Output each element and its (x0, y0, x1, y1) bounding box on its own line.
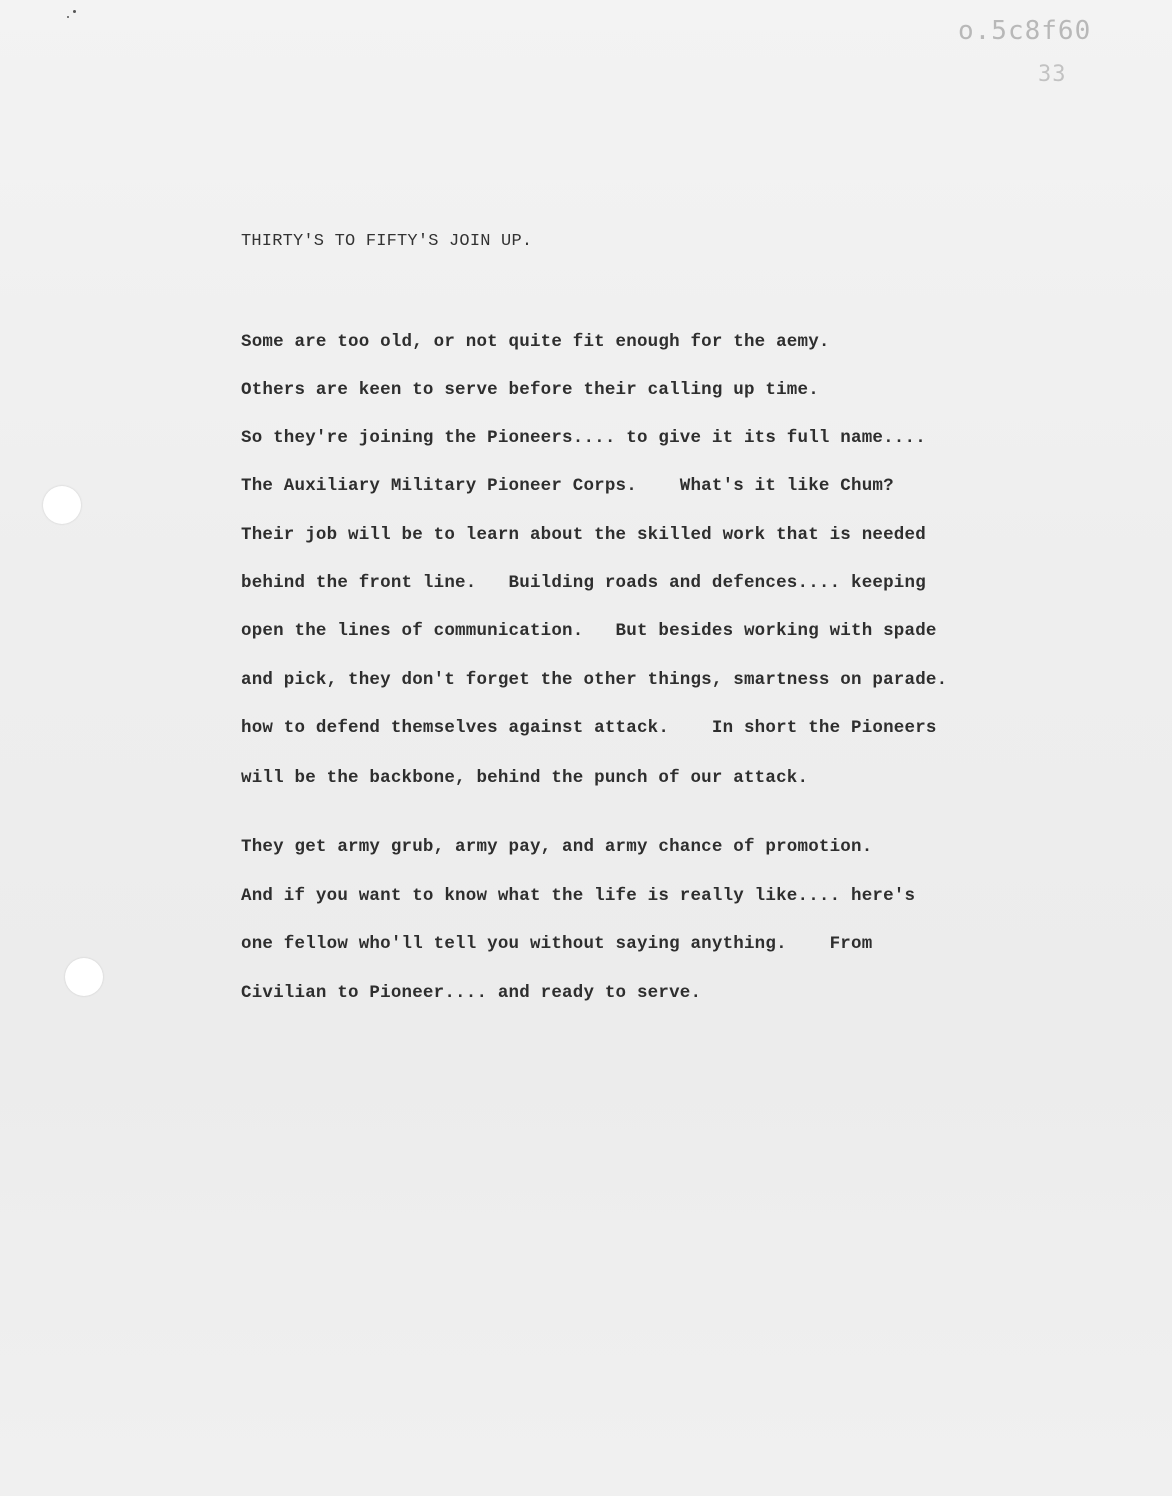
text-line: behind the front line. Building roads and defences.... keeping (241, 573, 926, 593)
text-line: one fellow who'll tell you without saying anything. From (241, 934, 873, 954)
text-line: and pick, they don't forget the other things, smartness on parade. (241, 670, 948, 690)
text-line: open the lines of communication. But besides working with spade (241, 621, 937, 641)
text-line: Others are keen to serve before their calling up time. (241, 380, 819, 400)
text-line: how to defend themselves against attack. In short the Pioneers (241, 718, 937, 738)
text-line: The Auxiliary Military Pioneer Corps. What's it like Chum? (241, 476, 894, 496)
text-line: will be the backbone, behind the punch of our attack. (241, 768, 809, 788)
text-line: Civilian to Pioneer.... and ready to serve. (241, 983, 702, 1003)
paper-speck (67, 16, 69, 18)
text-line: Some are too old, or not quite fit enough for the aemy. (241, 332, 830, 352)
document-title: THIRTY'S TO FIFTY'S JOIN UP. (241, 232, 533, 251)
archive-number: o.5c8f60 (958, 16, 1092, 46)
text-line: So they're joining the Pioneers.... to give it its full name.... (241, 428, 926, 448)
punch-hole-bottom (65, 958, 103, 996)
paper-speck (73, 10, 76, 13)
archive-page-number: 33 (1038, 62, 1067, 87)
text-line: Their job will be to learn about the skilled work that is needed (241, 525, 926, 545)
text-line: And if you want to know what the life is really like.... here's (241, 886, 916, 906)
text-line: They get army grub, army pay, and army chance of promotion. (241, 837, 873, 857)
punch-hole-top (43, 486, 81, 524)
